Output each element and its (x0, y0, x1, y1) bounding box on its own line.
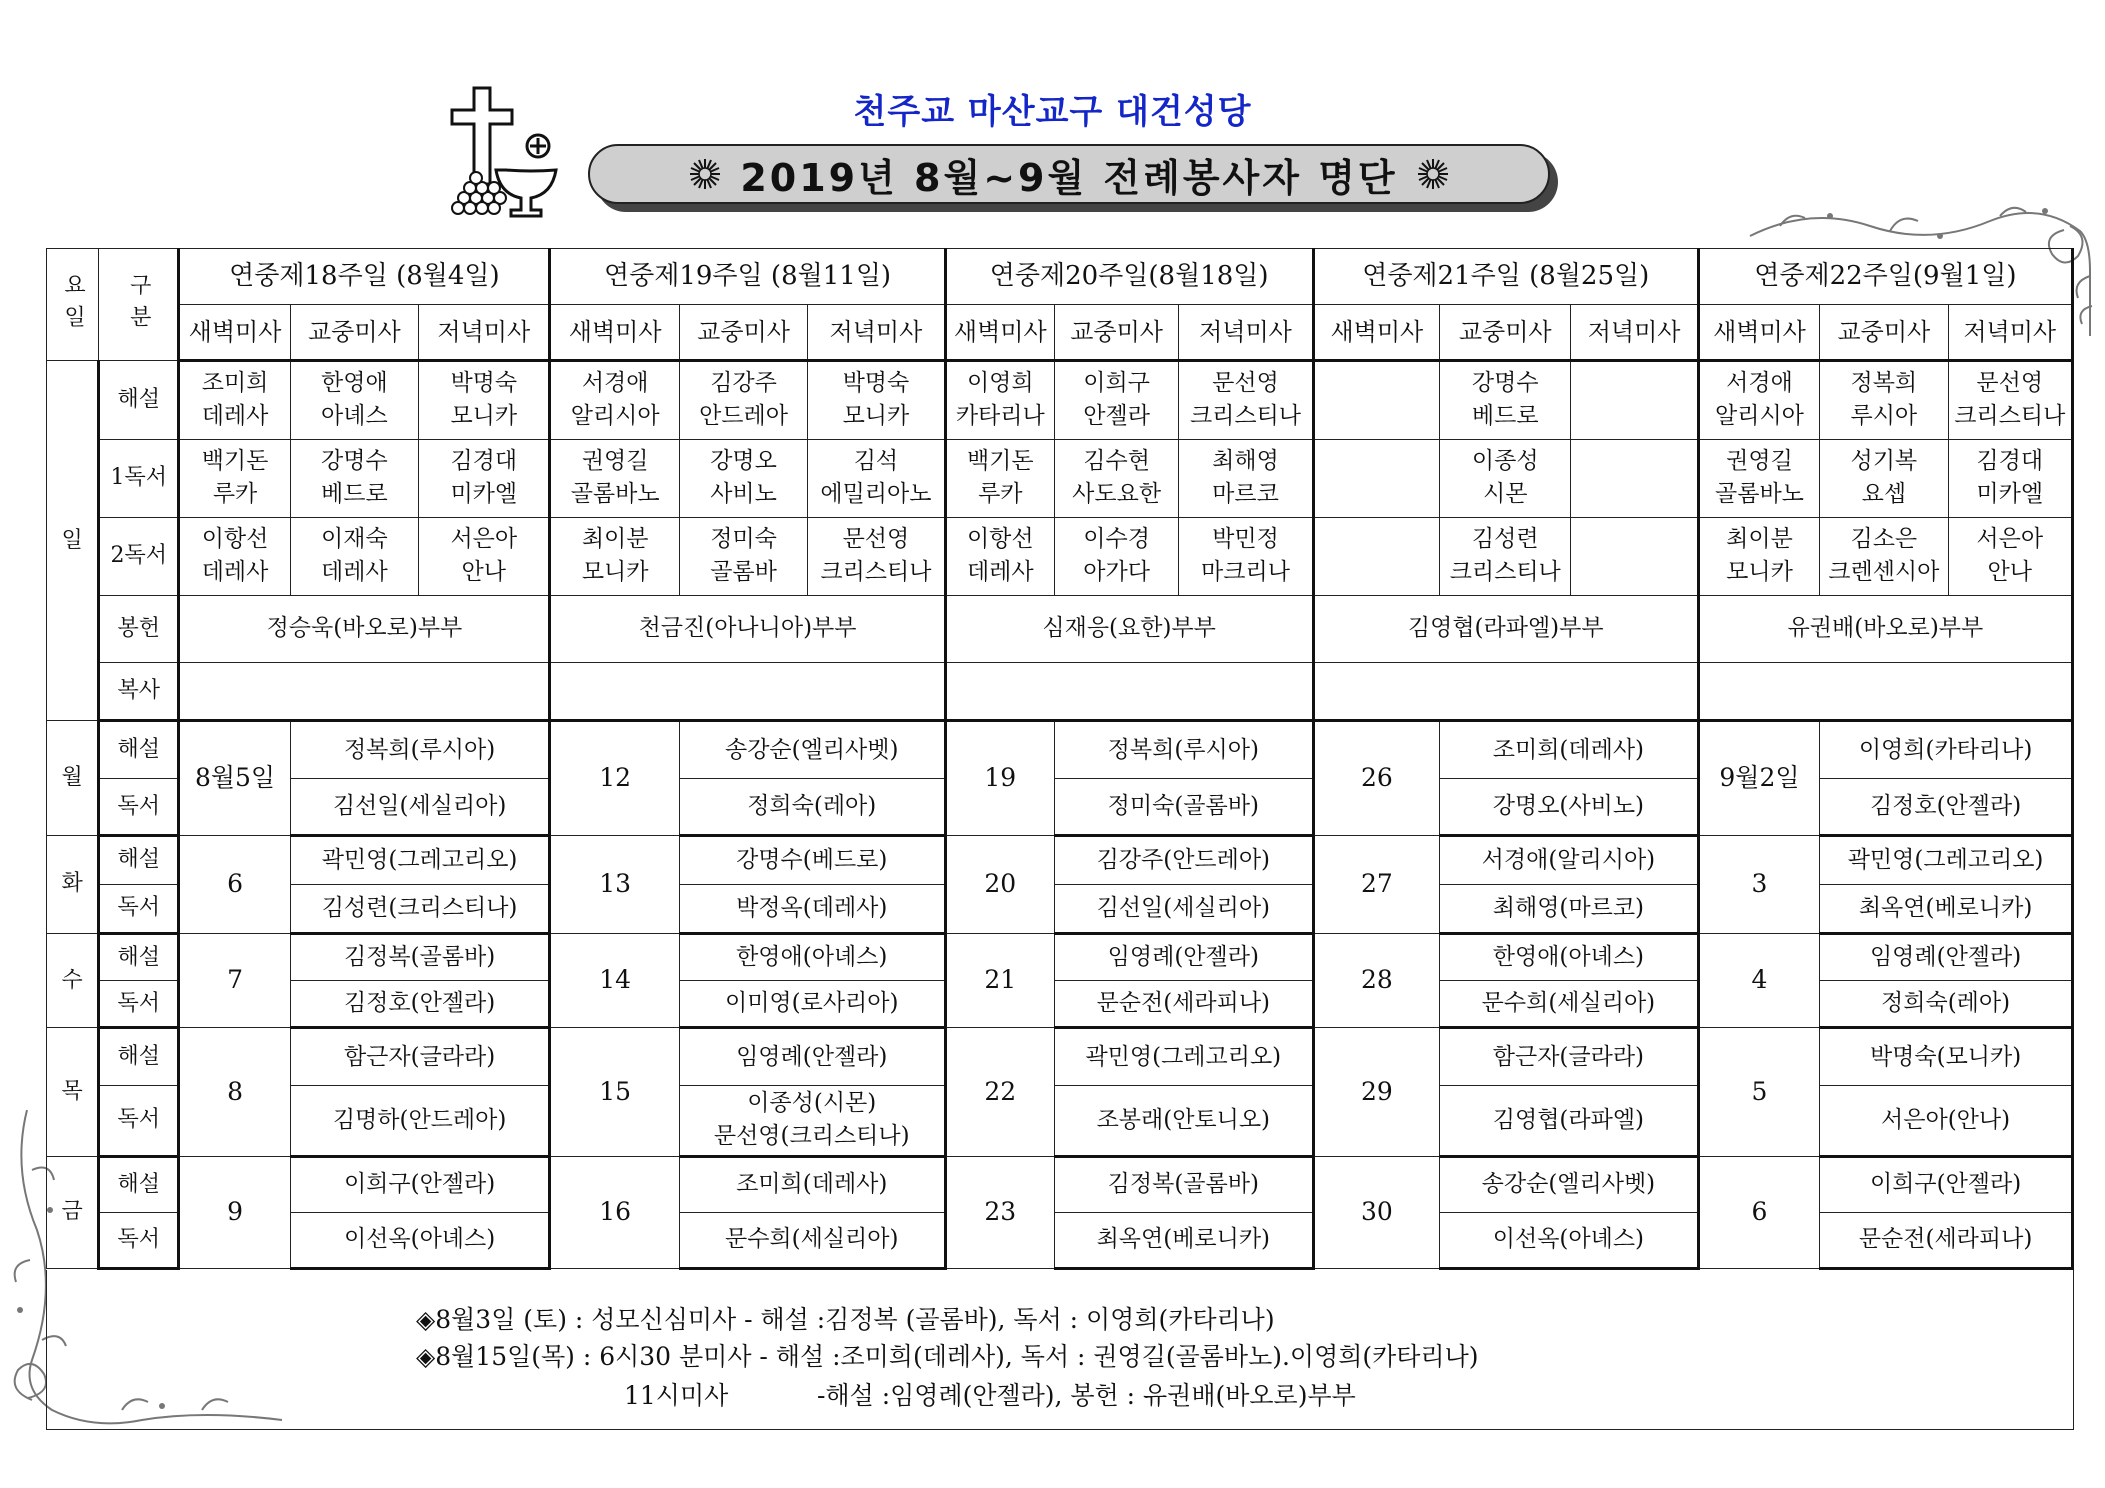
volunteer-name-baptismal: 데레사 (201, 559, 269, 586)
col-div-label: 구분 (126, 272, 152, 337)
volunteer-name: 박명숙 (450, 370, 518, 397)
note-line: ◈8월15일(목) : 6시30 분미사 - 해설 :조미희(데레사), 독서 : 권영길(골롬바노).이영희(카타리나) (416, 1342, 1479, 1371)
volunteer-name: 백기돈 (966, 447, 1034, 474)
reader-cell: 곽민영(그레고리오) (1820, 835, 2073, 884)
role-label: 독서 (99, 779, 179, 835)
volunteer-name: 최해영 (1212, 447, 1279, 474)
role-label: 해설 (99, 835, 179, 884)
volunteer-name: 서경애 (581, 370, 649, 397)
reader-cell: 최해영(마르코) (1440, 884, 1699, 933)
sunday-cell (419, 361, 550, 439)
sunday-cell (945, 361, 1054, 439)
offering-cell: 김영협(라파엘)부부 (1313, 595, 1698, 662)
sunday-cell (290, 361, 418, 439)
sunday-cell (1440, 361, 1571, 439)
volunteer-name: 김경대 (1976, 447, 2044, 474)
date-cell: 8 (179, 1028, 290, 1156)
role-label: 2독서 (99, 517, 179, 595)
role-label: 복사 (99, 663, 179, 721)
sunday-cell (419, 517, 550, 595)
reader-cell: 김영협(라파엘) (1440, 1086, 1699, 1156)
volunteer-name-baptismal: 아가다 (1083, 559, 1150, 586)
role-label: 독서 (99, 884, 179, 933)
volunteer-name-baptismal: 요셉 (1861, 481, 1907, 508)
reader-cell: 조미희(데레사) (679, 1156, 945, 1212)
mass-header: 새벽미사 (945, 305, 1054, 361)
volunteer-name-baptismal: 카타리나 (955, 403, 1045, 430)
day-label: 수 (47, 933, 99, 1027)
sunday-cell (290, 517, 418, 595)
reader-cell: 최옥연(베로니카) (1054, 1212, 1313, 1268)
offering-cell: 정승욱(바오로)부부 (179, 595, 550, 662)
sunday-cell (945, 517, 1054, 595)
date-cell: 9월2일 (1698, 721, 1819, 835)
sunday-cell (550, 517, 679, 595)
volunteer-name: 권영길 (581, 447, 649, 474)
mass-header: 새벽미사 (550, 305, 679, 361)
volunteer-name-baptismal: 모니카 (842, 403, 910, 430)
volunteer-name-baptismal: 골롬바노 (570, 481, 660, 508)
volunteer-name: 강명수 (321, 447, 388, 474)
reader-cell: 송강순(엘리사벳) (1440, 1156, 1699, 1212)
reader-cell: 강명수(베드로) (679, 835, 945, 884)
volunteer-name: 이재숙 (321, 526, 388, 553)
date-cell: 27 (1313, 835, 1439, 933)
date-cell: 13 (550, 835, 679, 933)
reader-cell: 이미영(로사리아) (679, 981, 945, 1028)
altar-server-cell (179, 663, 550, 721)
date-cell: 16 (550, 1156, 679, 1268)
reader-cell: 정희숙(레아) (679, 779, 945, 835)
date-cell: 26 (1313, 721, 1439, 835)
volunteer-name: 김석 (853, 447, 899, 474)
volunteer-name-baptismal: 안나 (1987, 559, 2032, 586)
volunteer-name-baptismal: 골롬바 (710, 559, 777, 586)
reader-cell: 정복희(루시아) (1054, 721, 1313, 779)
sunday-cell (290, 439, 418, 517)
volunteer-name: 최이분 (1726, 526, 1793, 553)
date-cell: 21 (945, 933, 1054, 1027)
altar-server-cell (1313, 663, 1698, 721)
reader-cell: 박정옥(데레사) (679, 884, 945, 933)
note-line: ◈8월3일 (토) : 성모신심미사 - 해설 :김정복 (골롬바), 독서 : 이영희(카타리나) (416, 1305, 1275, 1334)
sunday-cell (1698, 361, 1819, 439)
week-header: 연중제22주일(9월1일) (1698, 249, 2072, 305)
role-label: 봉헌 (99, 595, 179, 662)
volunteer-name: 이항선 (201, 526, 269, 553)
volunteer-name-baptismal: 크리스티나 (1954, 403, 2066, 430)
sunday-cell (1571, 439, 1698, 517)
reader-cell: 함근자(글라라) (290, 1028, 550, 1086)
volunteer-name: 김소은 (1850, 526, 1918, 553)
sunday-cell (1054, 361, 1178, 439)
date-cell: 9 (179, 1156, 290, 1268)
volunteer-name: 김수현 (1083, 447, 1150, 474)
col-div-header (99, 249, 179, 361)
role-label: 1독서 (99, 439, 179, 517)
reader-cell: 이선옥(아녜스) (290, 1212, 550, 1268)
reader-cell: 정복희(루시아) (290, 721, 550, 779)
volunteer-name-baptismal: 마크리나 (1201, 559, 1290, 586)
volunteer-name-baptismal: 골롬바노 (1715, 481, 1804, 508)
date-cell: 12 (550, 721, 679, 835)
mass-header: 저녁미사 (419, 305, 550, 361)
role-label: 해설 (99, 721, 179, 779)
reader-cell: 이희구(안젤라) (290, 1156, 550, 1212)
sunday-cell (1313, 439, 1439, 517)
sunday-cell (550, 361, 679, 439)
altar-server-cell (945, 663, 1313, 721)
volunteer-name: 박명숙 (842, 370, 910, 397)
volunteer-name-baptismal: 데레사 (201, 403, 269, 430)
volunteer-name-baptismal: 크리스티나 (1189, 403, 1302, 430)
date-cell: 30 (1313, 1156, 1439, 1268)
volunteer-name: 서은아 (1976, 526, 2044, 553)
reader-cell: 문수희(세실리아) (679, 1212, 945, 1268)
role-label: 해설 (99, 1028, 179, 1086)
altar-server-cell (550, 663, 945, 721)
role-label: 해설 (99, 933, 179, 980)
volunteer-name-baptismal: 안젤라 (1083, 403, 1150, 430)
day-label-sunday: 일 (47, 361, 99, 721)
date-cell: 8월5일 (179, 721, 290, 835)
notes-box (46, 1270, 2074, 1430)
volunteer-name-baptismal: 루시아 (1850, 403, 1918, 430)
volunteer-name: 조미희 (201, 370, 269, 397)
volunteer-name-baptismal: 데레사 (966, 559, 1034, 586)
volunteer-name: 권영길 (1726, 447, 1793, 474)
sunday-cell (945, 439, 1054, 517)
volunteer-name: 이영희 (966, 370, 1034, 397)
mass-header: 저녁미사 (808, 305, 945, 361)
sunday-cell (1179, 439, 1313, 517)
volunteer-name: 문선영 (1212, 370, 1279, 397)
sunburst-icon (1416, 157, 1450, 191)
reader-cell: 이영희(카타리나) (1820, 721, 2073, 779)
cross-chalice-icon (446, 80, 566, 220)
offering-cell: 유권배(바오로)부부 (1698, 595, 2072, 662)
week-header: 연중제20주일(8월18일) (945, 249, 1313, 305)
page-title: 2019년 8월~9월 전례봉사자 명단 (740, 155, 1398, 200)
volunteer-name: 김성련 (1471, 526, 1539, 553)
volunteer-name-baptismal: 안드레아 (699, 403, 788, 430)
volunteer-name-baptismal: 루카 (978, 481, 1023, 508)
week-header: 연중제21주일 (8월25일) (1313, 249, 1698, 305)
date-cell: 15 (550, 1028, 679, 1156)
reader-cell: 이선옥(아녜스) (1440, 1212, 1699, 1268)
sunday-cell (1313, 361, 1439, 439)
reader-cell: 한영애(아녜스) (1440, 933, 1699, 980)
volunteer-name-baptismal: 시몬 (1483, 481, 1528, 508)
church-name: 천주교 마산교구 대건성당 (853, 92, 1252, 132)
reader-cell: 곽민영(그레고리오) (290, 835, 550, 884)
sunday-cell (1820, 439, 1948, 517)
sunday-cell (1054, 439, 1178, 517)
volunteer-name-baptismal: 모니카 (1726, 559, 1793, 586)
date-cell: 7 (179, 933, 290, 1027)
sunday-cell (1820, 517, 1948, 595)
volunteer-name: 이항선 (966, 526, 1034, 553)
sunday-cell (808, 361, 945, 439)
sunday-cell (419, 439, 550, 517)
sunday-cell (1948, 517, 2072, 595)
mass-header: 교중미사 (1440, 305, 1571, 361)
volunteer-name-baptismal: 미카엘 (1976, 481, 2044, 508)
sunday-cell (179, 517, 290, 595)
sunday-cell (550, 439, 679, 517)
volunteer-name: 김경대 (450, 447, 518, 474)
reader-cell: 한영애(아녜스) (679, 933, 945, 980)
date-cell: 6 (1698, 1156, 1819, 1268)
mass-header: 교중미사 (290, 305, 418, 361)
week-header: 연중제18주일 (8월4일) (179, 249, 550, 305)
day-label: 월 (47, 721, 99, 835)
date-cell: 29 (1313, 1028, 1439, 1156)
volunteer-name: 이종성 (1471, 447, 1539, 474)
date-cell: 5 (1698, 1028, 1819, 1156)
volunteer-name-baptismal: 아녜스 (321, 403, 388, 430)
sunday-cell (1179, 517, 1313, 595)
date-cell: 19 (945, 721, 1054, 835)
reader-cell: 이종성(시몬) 문선영(크리스티나) (679, 1086, 945, 1156)
reader-cell: 서은아(안나) (1820, 1086, 2073, 1156)
sunday-cell (808, 439, 945, 517)
reader-cell: 김선일(세실리아) (290, 779, 550, 835)
reader-cell: 김성련(크리스티나) (290, 884, 550, 933)
reader-cell: 조봉래(안토니오) (1054, 1086, 1313, 1156)
volunteer-name: 한영애 (321, 370, 388, 397)
reader-cell: 임영례(안젤라) (679, 1028, 945, 1086)
week-header: 연중제19주일 (8월11일) (550, 249, 945, 305)
reader-cell: 임영례(안젤라) (1820, 933, 2073, 980)
altar-server-cell (1698, 663, 2072, 721)
volunteer-name-baptismal: 크리스티나 (820, 559, 932, 586)
reader-cell: 이희구(안젤라) (1820, 1156, 2073, 1212)
volunteer-name: 백기돈 (201, 447, 269, 474)
role-label: 해설 (99, 361, 179, 439)
sunburst-icon (688, 157, 722, 191)
reader-cell: 문순전(세라피나) (1054, 981, 1313, 1028)
volunteer-name: 강명오 (710, 447, 777, 474)
reader-cell: 서경애(알리시아) (1440, 835, 1699, 884)
date-cell: 6 (179, 835, 290, 933)
role-label: 독서 (99, 1086, 179, 1156)
sunday-cell (1698, 517, 1819, 595)
volunteer-name-baptismal: 모니카 (450, 403, 518, 430)
volunteer-name: 이희구 (1083, 370, 1150, 397)
reader-cell: 김정복(골롬바) (290, 933, 550, 980)
sunday-cell (1054, 517, 1178, 595)
volunteer-name-baptismal: 베드로 (1471, 403, 1539, 430)
date-cell: 23 (945, 1156, 1054, 1268)
mass-header: 교중미사 (679, 305, 807, 361)
day-label: 목 (47, 1028, 99, 1156)
sunday-cell (1313, 517, 1439, 595)
volunteer-name-baptismal: 알리시아 (570, 403, 660, 430)
volunteer-name: 서은아 (450, 526, 518, 553)
volunteer-name: 문선영 (842, 526, 910, 553)
sunday-cell (1571, 517, 1698, 595)
mass-header: 저녁미사 (1571, 305, 1698, 361)
sunday-cell (1820, 361, 1948, 439)
role-label: 독서 (99, 981, 179, 1028)
volunteer-name: 김강주 (710, 370, 777, 397)
volunteer-name-baptismal: 모니카 (581, 559, 649, 586)
reader-cell: 김명하(안드레아) (290, 1086, 550, 1156)
volunteer-name: 강명수 (1471, 370, 1539, 397)
mass-header: 교중미사 (1820, 305, 1948, 361)
reader-cell: 김정호(안젤라) (290, 981, 550, 1028)
sunday-cell (1440, 517, 1571, 595)
volunteer-name-baptismal: 안나 (461, 559, 506, 586)
sunday-cell (1948, 439, 2072, 517)
reader-cell: 최옥연(베로니카) (1820, 884, 2073, 933)
volunteer-name: 성기복 (1850, 447, 1918, 474)
date-cell: 4 (1698, 933, 1819, 1027)
sunday-cell (179, 439, 290, 517)
reader-cell: 박명숙(모니카) (1820, 1028, 2073, 1086)
sunday-cell (679, 439, 807, 517)
mass-header: 교중미사 (1054, 305, 1178, 361)
reader-cell: 문순전(세라피나) (1820, 1212, 2073, 1268)
reader-cell: 문수희(세실리아) (1440, 981, 1699, 1028)
date-cell: 28 (1313, 933, 1439, 1027)
volunteer-name: 정미숙 (710, 526, 777, 553)
volunteer-name-baptismal: 데레사 (321, 559, 388, 586)
role-label: 독서 (99, 1212, 179, 1268)
volunteer-name-baptismal: 루카 (212, 481, 258, 508)
reader-cell: 김정호(안젤라) (1820, 779, 2073, 835)
note-line: -해설 :임영례(안젤라), 봉헌 : 유권배(바오로)부부 (817, 1381, 1356, 1410)
sunday-cell (1179, 361, 1313, 439)
date-cell: 20 (945, 835, 1054, 933)
title-banner (588, 144, 1550, 204)
day-label: 금 (47, 1156, 99, 1268)
schedule-table (46, 248, 2074, 1270)
volunteer-name-baptismal: 사비노 (710, 481, 777, 508)
volunteer-name-baptismal: 알리시아 (1715, 403, 1804, 430)
volunteer-name-baptismal: 마르코 (1212, 481, 1279, 508)
sunday-cell (679, 361, 807, 439)
day-label: 화 (47, 835, 99, 933)
sunday-cell (808, 517, 945, 595)
reader-cell: 정미숙(골롬바) (1054, 779, 1313, 835)
reader-cell: 임영례(안젤라) (1054, 933, 1313, 980)
sunday-cell (1571, 361, 1698, 439)
reader-cell: 곽민영(그레고리오) (1054, 1028, 1313, 1086)
volunteer-name-baptismal: 베드로 (321, 481, 388, 508)
reader-cell: 함근자(글라라) (1440, 1028, 1699, 1086)
sunday-cell (1440, 439, 1571, 517)
volunteer-name: 박민정 (1212, 526, 1279, 553)
date-cell: 14 (550, 933, 679, 1027)
offering-cell: 심재응(요한)부부 (945, 595, 1313, 662)
mass-header: 저녁미사 (1948, 305, 2072, 361)
sunday-cell (679, 517, 807, 595)
volunteer-name: 문선영 (1976, 370, 2044, 397)
date-cell: 3 (1698, 835, 1819, 933)
volunteer-name: 최이분 (581, 526, 649, 553)
reader-cell: 김정복(골롬바) (1054, 1156, 1313, 1212)
reader-cell: 송강순(엘리사벳) (679, 721, 945, 779)
col-day-label: 요일 (60, 272, 86, 337)
volunteer-name-baptismal: 크렌센시아 (1828, 559, 1940, 586)
role-label: 해설 (99, 1156, 179, 1212)
volunteer-name-baptismal: 크리스티나 (1449, 559, 1561, 586)
reader-cell: 강명오(사비노) (1440, 779, 1699, 835)
reader-cell: 김강주(안드레아) (1054, 835, 1313, 884)
volunteer-name-baptismal: 미카엘 (450, 481, 518, 508)
mass-header: 새벽미사 (179, 305, 290, 361)
mass-header: 저녁미사 (1179, 305, 1313, 361)
volunteer-name-baptismal: 에밀리아노 (820, 481, 932, 508)
sunday-cell (1698, 439, 1819, 517)
volunteer-name: 이수경 (1083, 526, 1150, 553)
date-cell: 22 (945, 1028, 1054, 1156)
reader-cell: 정희숙(레아) (1820, 981, 2073, 1028)
mass-header: 새벽미사 (1698, 305, 1819, 361)
sunday-cell (1948, 361, 2072, 439)
offering-cell: 천금진(아나니아)부부 (550, 595, 945, 662)
volunteer-name: 정복희 (1850, 370, 1918, 397)
reader-cell: 조미희(데레사) (1440, 721, 1699, 779)
volunteer-name: 서경애 (1726, 370, 1793, 397)
volunteer-name-baptismal: 사도요한 (1072, 481, 1162, 508)
note-line: 11시미사 (624, 1381, 729, 1410)
sunday-cell (179, 361, 290, 439)
mass-header: 새벽미사 (1313, 305, 1439, 361)
reader-cell: 김선일(세실리아) (1054, 884, 1313, 933)
col-day-header (47, 249, 99, 361)
